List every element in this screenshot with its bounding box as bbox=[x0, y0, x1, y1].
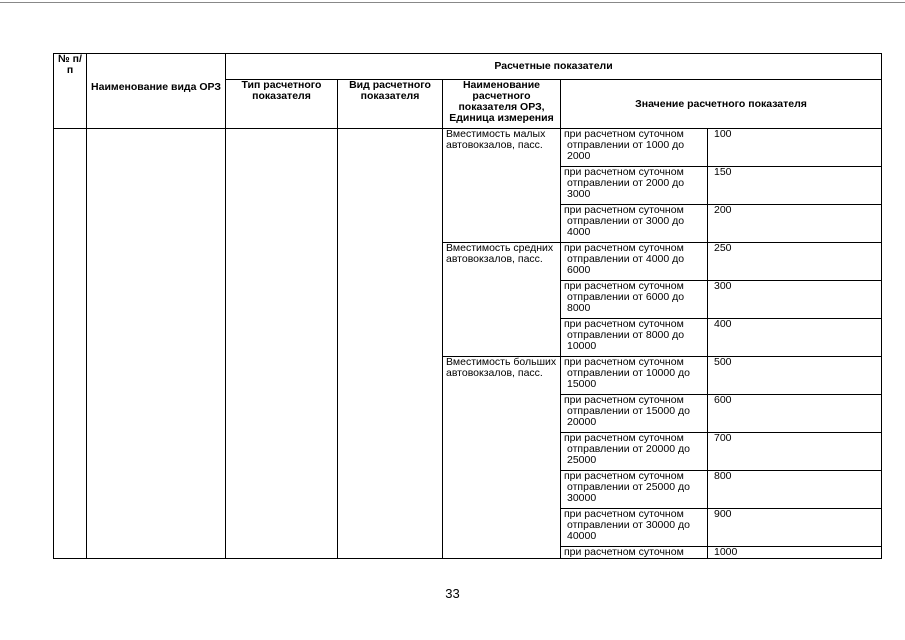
page-number: 33 bbox=[445, 586, 460, 601]
condition-cell bbox=[561, 433, 708, 471]
page-top-rule bbox=[0, 2, 905, 3]
condition-cell bbox=[561, 129, 708, 167]
value-cell: 800 bbox=[708, 471, 882, 509]
group-name-cell: Вместимость средних автовокзалов, пасс. bbox=[443, 243, 561, 357]
condition-cell bbox=[561, 281, 708, 319]
group-name-cell: Вместимость больших автовокзалов, пасс. bbox=[443, 357, 561, 559]
indicator-type-cell bbox=[226, 129, 338, 559]
value-cell: 1000 bbox=[708, 547, 882, 559]
value-cell: 250 bbox=[708, 243, 882, 281]
condition-text: при расчетном суточном отправлении от 30000 до 40000 bbox=[564, 508, 690, 542]
condition-cell bbox=[561, 395, 708, 433]
header-indicator-name: Наименование расчетного показателя ОРЗ, Единица измерения bbox=[443, 80, 561, 129]
value-cell: 100 bbox=[708, 129, 882, 167]
condition-text: при расчетном суточном отправлении от 2000 до 3000 bbox=[564, 166, 685, 200]
condition-cell bbox=[561, 167, 708, 205]
condition-text: при расчетном суточном отправлении от 10000 до 15000 bbox=[564, 356, 690, 390]
value-cell: 300 bbox=[708, 281, 882, 319]
value-cell: 200 bbox=[708, 205, 882, 243]
condition-text: при расчетном суточном отправлении от 6000 до 8000 bbox=[564, 280, 685, 314]
condition-text: при расчетном суточном отправлении от 8000 до 10000 bbox=[564, 318, 685, 352]
condition-text: при расчетном суточном отправлении от 3000 до 4000 bbox=[564, 204, 685, 238]
condition-cell bbox=[561, 357, 708, 395]
condition-cell bbox=[561, 243, 708, 281]
indicators-table bbox=[53, 53, 882, 559]
condition-cell bbox=[561, 205, 708, 243]
indicator-kind-cell bbox=[338, 129, 443, 559]
value-cell: 500 bbox=[708, 357, 882, 395]
group-name-cell: Вместимость малых автовокзалов, пасс. bbox=[443, 129, 561, 243]
condition-text: при расчетном суточном отправлении от 1000 до 2000 bbox=[564, 128, 685, 162]
condition-text: при расчетном суточном отправлении от 25000 до 30000 bbox=[564, 470, 690, 504]
condition-cell bbox=[561, 509, 708, 547]
value-cell: 900 bbox=[708, 509, 882, 547]
header-ozr-type-name: Наименование вида ОРЗ bbox=[87, 54, 226, 129]
value-cell: 700 bbox=[708, 433, 882, 471]
header-num: № п/п bbox=[54, 54, 87, 129]
condition-cell bbox=[561, 471, 708, 509]
header-indicator-kind: Вид расчетного показателя bbox=[338, 80, 443, 129]
header-indicator-type: Тип расчетного показателя bbox=[226, 80, 338, 129]
ozr-type-cell bbox=[87, 129, 226, 559]
condition-text: при расчетном суточном отправлении от 15000 до 20000 bbox=[564, 394, 690, 428]
value-cell: 400 bbox=[708, 319, 882, 357]
value-cell: 600 bbox=[708, 395, 882, 433]
header-calc-indicators: Расчетные показатели bbox=[226, 54, 882, 80]
header-indicator-value: Значение расчетного показателя bbox=[561, 80, 882, 129]
value-cell: 150 bbox=[708, 167, 882, 205]
num-cell bbox=[54, 129, 87, 559]
condition-text: при расчетном суточном отправлении от 4000 до 6000 bbox=[564, 242, 685, 276]
condition-cell bbox=[561, 319, 708, 357]
condition-text: при расчетном суточном отправлении от 20000 до 25000 bbox=[564, 432, 690, 466]
condition-cell bbox=[561, 547, 708, 559]
condition-text: при расчетном суточном bbox=[564, 546, 684, 558]
